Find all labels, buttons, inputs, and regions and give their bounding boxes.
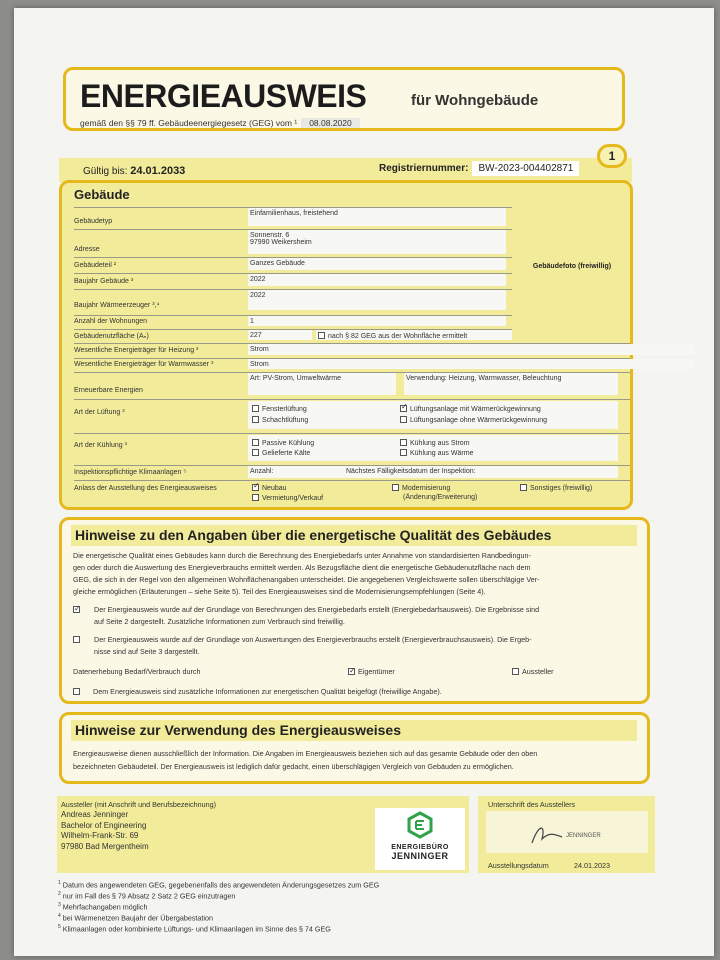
footnote-4: $^4$ bei Wärmenetzen Baujahr der Übergabestation	[58, 913, 214, 923]
text-line: Der Energieausweis wurde auf der Grundlage von Berechnungen des Energiebedarfs erstellt (Energiebedarfsausweis). Die Ergebnisse sind	[94, 605, 540, 614]
usage-notes-section	[59, 712, 650, 784]
cooling-row	[62, 433, 628, 463]
checkbox[interactable]	[318, 332, 325, 339]
validity-bar	[59, 158, 632, 182]
option-label: Kühlung aus Strom	[410, 440, 470, 447]
building-row	[62, 207, 628, 227]
row-label: Gebäudenutzfläche (Aₙ)	[74, 333, 149, 340]
value-text: 227	[250, 332, 262, 339]
checkbox[interactable]	[252, 494, 259, 501]
quality-notes-text	[73, 550, 639, 598]
footnote-text: Klimaanlagen oder kombinierte Lüftungs- und Klimaanlagen im Sinne des § 74 GEG	[62, 924, 331, 934]
value-text: 1	[250, 318, 254, 325]
option-label: Dem Energieausweis sind zusätzliche Informationen zur energetischen Qualität beigefügt (freiwillige Angabe).	[93, 687, 442, 696]
valid-value: 24.01.2033	[130, 165, 186, 177]
valid-until	[83, 165, 185, 177]
ventilation-row	[62, 399, 628, 431]
signature-label: Unterschrift des Ausstellers	[488, 800, 576, 809]
checkbox[interactable]	[520, 484, 527, 491]
row-value	[248, 274, 506, 286]
checkbox[interactable]	[73, 688, 80, 695]
issuer-line: Andreas Jenninger	[61, 810, 129, 819]
checkbox[interactable]	[400, 449, 407, 456]
quality-notes-section	[59, 517, 650, 704]
checkbox-checked[interactable]	[348, 668, 355, 675]
reason-neubau	[252, 484, 287, 492]
text-line: auf Seite 2 dargestellt. Zusätzliche Informationen zum Verbrauch sind freiwillig.	[94, 617, 345, 626]
issue-date-label: Ausstellungsdatum	[488, 861, 549, 870]
issuer-logo	[375, 808, 465, 870]
footnote-text: nur im Fall des § 79 Absatz 2 Satz 2 GEG einzutragen	[62, 891, 236, 901]
logo-line-2: JENNINGER	[391, 851, 449, 861]
option-label: Aussteller	[522, 667, 554, 676]
building-row	[62, 315, 628, 327]
row-extra	[316, 330, 512, 340]
text-line: gen oder durch die Auswertung des Energieverbrauchs ermittelt werden. Als Bezugsfläche dient die energetische Gebäudenutzfläche nach dem	[73, 563, 531, 572]
issuer-line: Wilhelm-Frank-Str. 69	[61, 831, 139, 840]
ac-next-inspection-label: Nächstes Fälligkeitsdatum der Inspektion:	[346, 468, 476, 475]
checkbox[interactable]	[512, 668, 519, 675]
building-row	[62, 358, 628, 370]
usage-notes-text	[73, 747, 639, 773]
footnote-2: $^2$ nur im Fall des § 79 Absatz 2 Satz 2 GEG einzutragen	[58, 891, 236, 901]
extra-text: Verwendung: Heizung, Warmwasser, Beleuchtung	[406, 375, 562, 382]
signature-area	[486, 811, 648, 853]
footnote-3: $^3$ Mehrfachangaben möglich	[58, 902, 148, 912]
value-text: Ganzes Gebäude	[250, 260, 305, 267]
checkbox[interactable]	[400, 439, 407, 446]
reason-modernisierung	[392, 484, 450, 492]
row-label: Baujahr Wärmeerzeuger ³,⁴	[74, 302, 160, 309]
building-row	[62, 343, 628, 356]
reason-vermietung	[252, 494, 323, 502]
law-date: 08.08.2020	[301, 118, 360, 128]
reason-modernisierung-sub: (Änderung/Erweiterung)	[403, 494, 478, 501]
option-label: Modernisierung	[402, 485, 451, 492]
issuer-line: 97980 Bad Mergentheim	[61, 841, 149, 851]
page-number: 1	[597, 144, 627, 168]
value-text: Einfamilienhaus, freistehend	[250, 210, 338, 217]
value-text: Sonnenstr. 6	[250, 232, 290, 239]
row-value	[248, 344, 694, 355]
text-line: GEG, die sich in der Regel von den allgemeinen Wohnflächenangaben unterscheidet. Die angegebenen Vergleichswerte sollen überschlägige Ver-	[73, 575, 540, 584]
logo-line-1: ENERGIEBÜRO	[391, 844, 449, 851]
reg-label: Registriernummer:	[379, 163, 469, 174]
value-text: 2022	[250, 292, 266, 299]
building-row	[62, 273, 628, 287]
checkbox[interactable]	[252, 405, 259, 412]
row-label: Wesentliche Energieträger für Warmwasser ³	[74, 361, 214, 368]
building-photo-placeholder: Gebäudefoto (freiwillig)	[532, 263, 612, 270]
valid-label: Gültig bis:	[83, 166, 128, 177]
law-text: gemäß den §§ 79 ff. Gebäudeenergiegesetz (GEG) vom ¹	[80, 118, 298, 128]
cube-logo-icon	[407, 811, 433, 839]
text-line: Der Energieausweis wurde auf der Grundlage von Auswertungen des Energieverbrauchs erstellt (Energieverbrauchsausweis). Die Ergeb-	[94, 635, 532, 644]
law-reference	[80, 118, 360, 128]
building-section	[59, 180, 633, 510]
checkbox[interactable]	[400, 416, 407, 423]
option-label: Lüftungsanlage ohne Wärmerückgewinnung	[410, 417, 547, 424]
ventilation-label: Art der Lüftung ³	[74, 409, 125, 416]
page-subtitle: für Wohngebäude	[411, 92, 539, 109]
registration-number	[379, 161, 579, 176]
text-line: Die energetische Qualität eines Gebäudes kann durch die Berechnung des Energiebedarfs unter Annahme von standardisierten Randbedingun-	[73, 551, 531, 560]
cooling-options	[248, 435, 618, 461]
svg-text:JENNINGER: JENNINGER	[566, 833, 601, 839]
data-collection-label: Datenerhebung Bedarf/Verbrauch durch	[73, 667, 201, 676]
row-label: Gebäudeteil ²	[74, 262, 117, 269]
option-label: Eigentümer	[358, 667, 395, 676]
row-value	[248, 208, 506, 226]
demand-option	[73, 604, 539, 628]
signature-box	[478, 796, 655, 873]
value-text: Strom	[250, 346, 269, 353]
checkbox-checked[interactable]	[252, 484, 259, 491]
reason-sonstiges	[520, 484, 592, 492]
value-text: 2022	[250, 276, 266, 283]
option-label: Schachtlüftung	[262, 417, 309, 424]
footnote-text: Mehrfachangaben möglich	[62, 902, 148, 912]
building-row	[62, 229, 628, 255]
consumption-option	[73, 634, 531, 658]
row-label: Wesentliche Energieträger für Heizung ³	[74, 347, 199, 354]
usage-notes-heading: Hinweise zur Verwendung des Energieausweises	[71, 720, 637, 741]
issuer-line: Bachelor of Engineering	[61, 820, 147, 830]
reg-value: BW-2023-004402871	[472, 161, 579, 176]
option-label: Fensterlüftung	[262, 406, 307, 413]
row-extra	[404, 373, 618, 395]
checkbox[interactable]	[252, 449, 259, 456]
option-label: Passive Kühlung	[262, 440, 315, 447]
text-line: bezeichneten Gebäudeteil. Der Energieausweis ist lediglich dafür gedacht, einen überschlägigen Vergleich von Gebäuden zu ermöglichen.	[73, 762, 514, 771]
row-value	[248, 258, 506, 270]
page-title: ENERGIEAUSWEIS	[80, 78, 367, 114]
row-value	[248, 330, 312, 340]
row-value	[248, 290, 506, 310]
footnote-1: $^1$ Datum des angewendeten GEG, gegebenenfalls des angewendeten Änderungsgesetzes zum GEG	[58, 880, 380, 890]
issuer-label: Aussteller (mit Anschrift und Berufsbezeichnung)	[61, 800, 217, 809]
signature-stamp-icon	[526, 815, 626, 851]
building-row	[62, 257, 628, 271]
collected-by-issuer	[512, 666, 554, 678]
checkbox[interactable]	[252, 416, 259, 423]
footnote-5: $^5$ Klimaanlagen oder kombinierte Lüftungs- und Klimaanlagen im Sinne des § 74 GEG	[58, 924, 331, 934]
additional-info-option	[73, 686, 442, 698]
issue-date-value: 24.01.2023	[574, 861, 610, 870]
checkbox[interactable]	[252, 439, 259, 446]
row-label: Erneuerbare Energien	[74, 387, 143, 394]
checkbox-checked[interactable]	[400, 405, 407, 412]
extra-text: nach § 82 GEG aus der Wohnfläche ermittelt	[328, 333, 468, 340]
building-heading: Gebäude	[74, 187, 130, 202]
title-box	[63, 67, 625, 131]
building-row	[62, 329, 628, 341]
issue-reason-row	[62, 480, 628, 504]
cooling-label: Art der Kühlung ³	[74, 442, 127, 449]
option-label: Kühlung aus Wärme	[410, 450, 474, 457]
ventilation-options	[248, 401, 618, 429]
option-label: Lüftungsanlage mit Wärmerückgewinnung	[410, 406, 541, 413]
row-value	[248, 373, 396, 395]
text-line: nisse sind auf Seite 3 dargestellt.	[94, 647, 200, 656]
footnote-text: Datum des angewendeten GEG, gegebenenfalls des angewendeten Änderungsgesetzes zum GEG	[62, 880, 380, 890]
issuer-box	[57, 796, 469, 873]
option-label: Gelieferte Kälte	[262, 450, 311, 457]
checkbox[interactable]	[392, 484, 399, 491]
row-value	[248, 230, 506, 254]
building-row	[62, 372, 628, 396]
row-label: Gebäudetyp	[74, 218, 113, 225]
option-label: Neubau	[262, 485, 287, 492]
value-text: Strom	[250, 361, 269, 368]
value-text: Art: PV-Strom, Umweltwärme	[250, 375, 342, 382]
issue-reason-label: Anlass der Ausstellung des Energieausweises	[74, 485, 217, 492]
text-line: Energieausweise dienen ausschließlich der Information. Die Angaben im Energieausweis beziehen sich auf das gesamte Gebäude oder den oben	[73, 749, 538, 758]
value-text: 97990 Weikersheim	[250, 239, 312, 246]
ac-label: Inspektionspflichtige Klimaanlagen ⁵	[74, 469, 187, 476]
collected-by-owner	[348, 666, 395, 678]
row-label: Baujahr Gebäude ³	[74, 278, 134, 285]
footnote-text: bei Wärmenetzen Baujahr der Übergabestation	[62, 913, 214, 923]
row-label: Adresse	[74, 246, 100, 253]
option-label: Sonstiges (freiwillig)	[530, 485, 593, 492]
issuer-address	[61, 810, 149, 852]
ac-inspection-row	[62, 465, 628, 479]
option-label: Vermietung/Verkauf	[262, 495, 324, 502]
ac-values	[248, 466, 618, 478]
row-value	[248, 316, 506, 326]
row-value	[248, 359, 694, 369]
building-row	[62, 289, 628, 311]
checkbox-checked[interactable]	[73, 606, 80, 613]
ac-count-label: Anzahl:	[250, 468, 274, 475]
checkbox[interactable]	[73, 636, 80, 643]
row-label: Anzahl der Wohnungen	[74, 318, 148, 325]
text-line: gleiche ermöglichen (Erläuterungen – siehe Seite 5). Teil des Energieausweises sind die Modernisierungsempfehlungen (Seite 4).	[73, 587, 486, 596]
quality-notes-heading: Hinweise zu den Angaben über die energetische Qualität des Gebäudes	[71, 525, 637, 546]
